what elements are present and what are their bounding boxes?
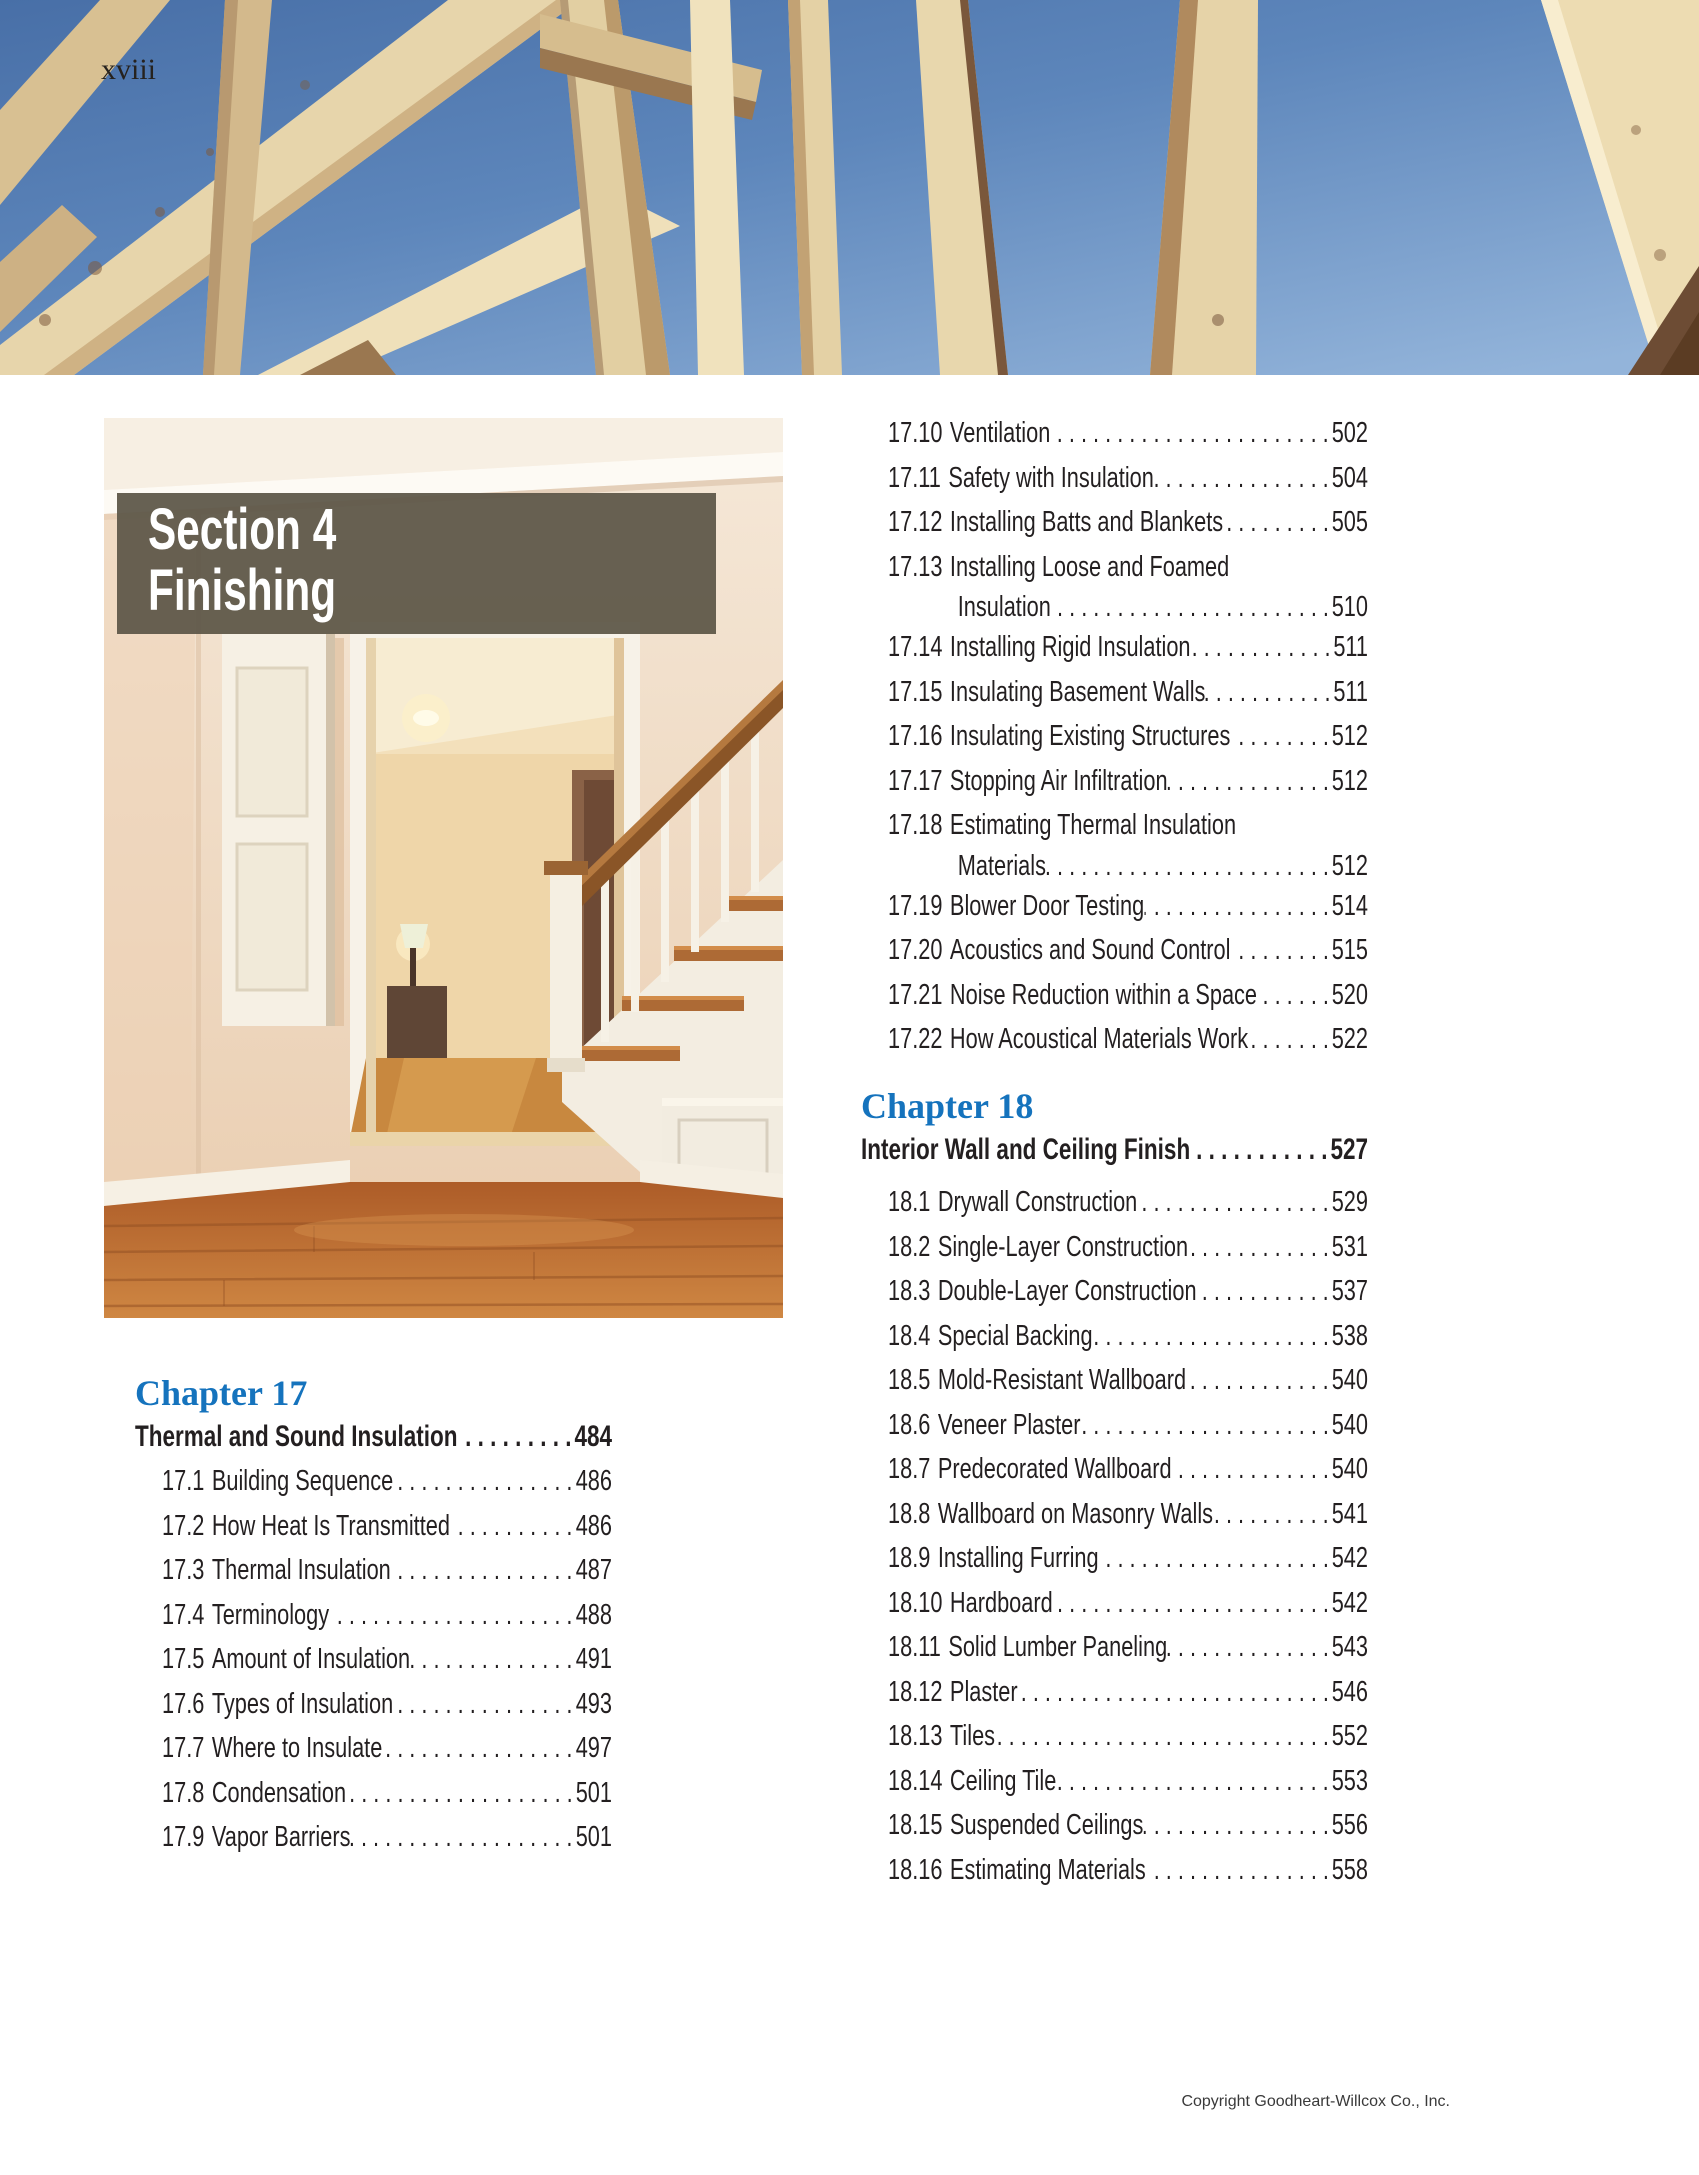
entry-title: Drywall Construction bbox=[937, 1186, 1138, 1218]
entry-title: Hardboard bbox=[949, 1586, 1053, 1619]
entry-page: 511 bbox=[1333, 675, 1368, 708]
dot-leader bbox=[1248, 1017, 1332, 1062]
dot-leader bbox=[346, 1771, 576, 1816]
entry-title: Insulating Existing Structures bbox=[949, 720, 1231, 752]
chapter-17-title: Thermal and Sound Insulation bbox=[135, 1420, 458, 1453]
toc-entry bbox=[861, 759, 1368, 804]
entry-number: 17.21 bbox=[888, 978, 943, 1011]
dot-leader bbox=[1051, 589, 1332, 625]
toc-entry bbox=[861, 456, 1368, 501]
dot-leader bbox=[1081, 1403, 1332, 1448]
entry-number: 18.11 bbox=[888, 1631, 941, 1663]
entry-page: 501 bbox=[575, 1821, 612, 1853]
entry-title: Installing Batts and Blankets bbox=[949, 506, 1224, 538]
toc-entry bbox=[135, 1682, 612, 1727]
entry-number: 18.14 bbox=[888, 1764, 943, 1797]
entry-page: 543 bbox=[1331, 1631, 1368, 1663]
chapter-17-label: Chapter 17 bbox=[135, 1373, 308, 1413]
dot-leader bbox=[1213, 1492, 1332, 1537]
copyright-line: Copyright Goodheart-Willcox Co., Inc. bbox=[1181, 2093, 1450, 2110]
dot-leader bbox=[1144, 884, 1332, 929]
toc-entry bbox=[135, 1726, 612, 1771]
toc-entry bbox=[861, 1180, 1368, 1225]
dot-leader bbox=[1190, 1128, 1330, 1172]
dot-leader bbox=[1143, 1803, 1331, 1848]
entry-number: 18.2 bbox=[888, 1230, 931, 1263]
toc-left-column bbox=[135, 1415, 612, 1860]
entry-page: 502 bbox=[1331, 417, 1368, 449]
section-banner-line2: Finishing bbox=[148, 558, 337, 623]
entry-number: 18.12 bbox=[888, 1675, 943, 1708]
entry-title: How Acoustical Materials Work bbox=[949, 1023, 1249, 1055]
toc-entry bbox=[861, 545, 1368, 626]
dot-leader bbox=[1154, 456, 1332, 501]
page-number-folio: xviii bbox=[101, 53, 157, 86]
entry-title: Safety with Insulation bbox=[948, 461, 1154, 494]
toc-entry bbox=[861, 803, 1368, 884]
hall-door bbox=[222, 634, 344, 1026]
entry-number: 18.7 bbox=[888, 1453, 931, 1485]
entry-page: 512 bbox=[1331, 764, 1368, 797]
entry-page: 540 bbox=[1331, 1408, 1368, 1441]
entry-title: Installing Rigid Insulation bbox=[949, 631, 1191, 663]
entry-title: Noise Reduction within a Space bbox=[949, 978, 1258, 1011]
toc-entry bbox=[861, 1670, 1368, 1715]
dot-leader bbox=[1186, 1358, 1332, 1403]
entry-number: 17.11 bbox=[888, 461, 941, 494]
chapter-17-entries bbox=[135, 1459, 612, 1860]
toc-entry bbox=[861, 1581, 1368, 1626]
entry-title: Insulating Basement Walls bbox=[949, 675, 1206, 708]
entry-number: 17.6 bbox=[162, 1687, 205, 1720]
entry-number: 18.16 bbox=[888, 1853, 943, 1886]
dot-leader bbox=[350, 1815, 575, 1860]
entry-title: Thermal Insulation bbox=[211, 1554, 391, 1586]
entry-title: Ventilation bbox=[949, 417, 1051, 449]
dot-leader bbox=[1056, 1759, 1331, 1804]
toc-entry bbox=[861, 1848, 1368, 1893]
toc-right-column-bottom bbox=[861, 1128, 1368, 1892]
toc-entry bbox=[861, 973, 1368, 1018]
entry-title: Installing Furring bbox=[937, 1542, 1099, 1574]
entry-page: 514 bbox=[1331, 889, 1368, 922]
dot-leader bbox=[1053, 1581, 1332, 1626]
toc-entry bbox=[861, 884, 1368, 929]
toc-entry bbox=[135, 1593, 612, 1638]
entry-page: 546 bbox=[1331, 1675, 1368, 1708]
toc-entry bbox=[861, 1447, 1368, 1492]
entry-number: 18.13 bbox=[888, 1720, 943, 1752]
entry-page: 491 bbox=[575, 1643, 612, 1675]
entry-title: Tiles bbox=[949, 1720, 996, 1752]
entry-page: 493 bbox=[575, 1687, 612, 1720]
entry-number: 17.20 bbox=[888, 934, 943, 966]
toc-entry bbox=[861, 1759, 1368, 1804]
entry-number: 18.4 bbox=[888, 1319, 931, 1352]
dot-leader bbox=[1093, 1314, 1332, 1359]
dot-leader bbox=[458, 1415, 575, 1459]
entry-page: 511 bbox=[1333, 631, 1368, 663]
entry-page: 504 bbox=[1331, 461, 1368, 494]
entry-number: 18.5 bbox=[888, 1364, 931, 1396]
chapter-18-label: Chapter 18 bbox=[861, 1086, 1034, 1126]
entry-title: Suspended Ceilings bbox=[949, 1809, 1144, 1841]
entry-title: Single-Layer Construction bbox=[937, 1230, 1189, 1263]
dot-leader bbox=[1167, 1625, 1332, 1670]
toc-right-column-top bbox=[861, 411, 1368, 1062]
entry-page: 542 bbox=[1331, 1542, 1368, 1574]
toc-entry bbox=[861, 625, 1368, 670]
toc-entry bbox=[861, 714, 1368, 759]
toc-entry bbox=[861, 1314, 1368, 1359]
entry-page: 542 bbox=[1331, 1586, 1368, 1619]
toc-entry bbox=[861, 1492, 1368, 1537]
dot-leader bbox=[1230, 714, 1331, 759]
dot-leader bbox=[1050, 411, 1331, 456]
entry-title: Wallboard on Masonry Walls bbox=[937, 1497, 1214, 1530]
entry-page: 486 bbox=[575, 1465, 612, 1497]
dot-leader bbox=[382, 1726, 575, 1771]
wood-floor bbox=[104, 1182, 783, 1318]
chapter-17-page: 484 bbox=[574, 1420, 612, 1453]
entry-page: 556 bbox=[1331, 1809, 1368, 1841]
entry-number: 18.10 bbox=[888, 1586, 943, 1619]
framing-photo bbox=[0, 0, 1699, 375]
entry-number: 17.5 bbox=[162, 1643, 205, 1675]
section-banner bbox=[117, 493, 716, 634]
entry-number: 18.6 bbox=[888, 1408, 931, 1441]
toc-entry bbox=[861, 1803, 1368, 1848]
toc-entry bbox=[861, 1358, 1368, 1403]
entry-title: Types of Insulation bbox=[211, 1687, 394, 1720]
entry-title: Solid Lumber Paneling bbox=[948, 1631, 1168, 1663]
dot-leader bbox=[410, 1637, 576, 1682]
entry-number: 17.15 bbox=[888, 675, 943, 708]
entry-number: 18.15 bbox=[888, 1809, 943, 1841]
entry-page: 510 bbox=[1331, 591, 1368, 623]
entry-page: 486 bbox=[575, 1509, 612, 1542]
entry-page: 552 bbox=[1331, 1720, 1368, 1752]
entry-title: Acoustics and Sound Control bbox=[949, 934, 1231, 966]
entry-title: Blower Door Testing bbox=[949, 889, 1145, 922]
entry-number: 17.9 bbox=[162, 1821, 205, 1853]
entry-number: 17.14 bbox=[888, 631, 943, 663]
dot-leader bbox=[1205, 670, 1333, 715]
dot-leader bbox=[1223, 500, 1332, 545]
toc-entry bbox=[861, 1017, 1368, 1062]
entry-title: Estimating Materials bbox=[949, 1853, 1146, 1886]
toc-entry bbox=[135, 1771, 612, 1816]
dot-leader bbox=[393, 1459, 575, 1504]
dot-leader bbox=[1230, 928, 1331, 973]
entry-title: Amount of Insulation bbox=[211, 1643, 411, 1675]
toc-entry bbox=[861, 1714, 1368, 1759]
chapter-17-entries-continued bbox=[861, 411, 1368, 1062]
dot-leader bbox=[1172, 1447, 1332, 1492]
dot-leader bbox=[329, 1593, 576, 1638]
entry-page: 512 bbox=[1331, 849, 1368, 882]
entry-title: Estimating Thermal Insulation bbox=[949, 809, 1237, 841]
entry-number: 17.2 bbox=[162, 1509, 205, 1542]
toc-entry bbox=[135, 1815, 612, 1860]
entry-page: 512 bbox=[1331, 720, 1368, 752]
toc-entry bbox=[861, 670, 1368, 715]
entry-page: 520 bbox=[1331, 978, 1368, 1011]
toc-entry bbox=[861, 1225, 1368, 1270]
entry-title: Building Sequence bbox=[211, 1465, 394, 1497]
entry-number: 17.19 bbox=[888, 889, 943, 922]
entry-title: Stopping Air Infiltration bbox=[949, 764, 1168, 797]
entry-number: 18.1 bbox=[888, 1186, 931, 1218]
dot-leader bbox=[1099, 1536, 1332, 1581]
dot-leader bbox=[1188, 1225, 1332, 1270]
entry-number: 17.18 bbox=[888, 809, 943, 841]
entry-page: 531 bbox=[1331, 1230, 1368, 1263]
dot-leader bbox=[1018, 1670, 1332, 1715]
entry-number: 18.9 bbox=[888, 1542, 931, 1574]
section-banner-line1: Section 4 bbox=[148, 497, 337, 562]
entry-page: 553 bbox=[1331, 1764, 1368, 1797]
entry-title: Special Backing bbox=[937, 1319, 1093, 1352]
entry-title: Predecorated Wallboard bbox=[937, 1453, 1172, 1485]
chapter-18-entries bbox=[861, 1180, 1368, 1892]
entry-page: 497 bbox=[575, 1732, 612, 1764]
entry-number: 17.8 bbox=[162, 1776, 205, 1809]
entry-number: 17.12 bbox=[888, 506, 943, 538]
entry-title: Double-Layer Construction bbox=[937, 1275, 1197, 1307]
dot-leader bbox=[1191, 625, 1334, 670]
entry-page: 501 bbox=[575, 1776, 612, 1809]
entry-page: 541 bbox=[1331, 1497, 1368, 1530]
entry-page: 522 bbox=[1331, 1023, 1368, 1055]
toc-entry bbox=[861, 1536, 1368, 1581]
entry-title: Veneer Plaster bbox=[937, 1408, 1081, 1441]
toc-entry bbox=[135, 1459, 612, 1504]
dot-leader bbox=[995, 1714, 1332, 1759]
entry-page: 537 bbox=[1331, 1275, 1368, 1307]
toc-entry bbox=[861, 1403, 1368, 1448]
dot-leader bbox=[393, 1682, 575, 1727]
entry-title: Condensation bbox=[211, 1776, 347, 1809]
toc-entry bbox=[861, 411, 1368, 456]
entry-number: 17.10 bbox=[888, 417, 943, 449]
entry-title: Mold-Resistant Wallboard bbox=[937, 1364, 1187, 1396]
entry-title: Terminology bbox=[211, 1598, 330, 1631]
framing-photo-art bbox=[0, 0, 1699, 375]
chapter-17-title-row bbox=[135, 1415, 612, 1459]
toc-entry bbox=[135, 1504, 612, 1549]
dot-leader bbox=[391, 1548, 576, 1593]
chapter-18-page: 527 bbox=[1330, 1133, 1368, 1166]
entry-title: Plaster bbox=[949, 1675, 1018, 1708]
entry-title: Vapor Barriers bbox=[211, 1821, 351, 1853]
dot-leader bbox=[1146, 1848, 1332, 1893]
entry-page: 515 bbox=[1331, 934, 1368, 966]
chapter-18-title-row bbox=[861, 1128, 1368, 1172]
toc-entry bbox=[135, 1548, 612, 1593]
entry-number: 18.8 bbox=[888, 1497, 931, 1530]
entry-number: 17.1 bbox=[162, 1465, 205, 1497]
entry-number: 17.3 bbox=[162, 1554, 205, 1586]
entry-title: How Heat Is Transmitted bbox=[211, 1509, 450, 1542]
toc-entry bbox=[861, 500, 1368, 545]
entry-page: 487 bbox=[575, 1554, 612, 1586]
dot-leader bbox=[1046, 848, 1332, 884]
dot-leader bbox=[1137, 1180, 1331, 1225]
entry-number: 17.22 bbox=[888, 1023, 943, 1055]
toc-entry bbox=[135, 1637, 612, 1682]
entry-number: 17.4 bbox=[162, 1598, 205, 1631]
entry-number: 17.13 bbox=[888, 550, 943, 583]
toc-entry bbox=[861, 1625, 1368, 1670]
entry-number: 17.16 bbox=[888, 720, 943, 752]
entry-page: 540 bbox=[1331, 1453, 1368, 1485]
entry-page: 558 bbox=[1331, 1853, 1368, 1886]
chapter-18-title: Interior Wall and Ceiling Finish bbox=[861, 1133, 1191, 1166]
entry-title: Ceiling Tile bbox=[949, 1764, 1057, 1797]
dot-leader bbox=[1257, 973, 1332, 1018]
entry-page: 529 bbox=[1331, 1186, 1368, 1218]
toc-entry bbox=[861, 1269, 1368, 1314]
entry-number: 17.7 bbox=[162, 1732, 205, 1764]
entry-page: 540 bbox=[1331, 1364, 1368, 1396]
entry-title: Installing Loose and Foamed bbox=[949, 550, 1230, 583]
dot-leader bbox=[450, 1504, 576, 1549]
entry-page: 488 bbox=[575, 1598, 612, 1631]
entry-page: 538 bbox=[1331, 1319, 1368, 1352]
entry-number: 17.17 bbox=[888, 764, 943, 797]
toc-entry bbox=[861, 928, 1368, 973]
entry-title-line2: Insulation bbox=[957, 591, 1051, 623]
entry-number: 18.3 bbox=[888, 1275, 931, 1307]
entry-page: 505 bbox=[1331, 506, 1368, 538]
entry-title-line2: Materials bbox=[957, 849, 1046, 882]
entry-title: Where to Insulate bbox=[211, 1732, 383, 1764]
dot-leader bbox=[1197, 1269, 1332, 1314]
dot-leader bbox=[1168, 759, 1332, 804]
